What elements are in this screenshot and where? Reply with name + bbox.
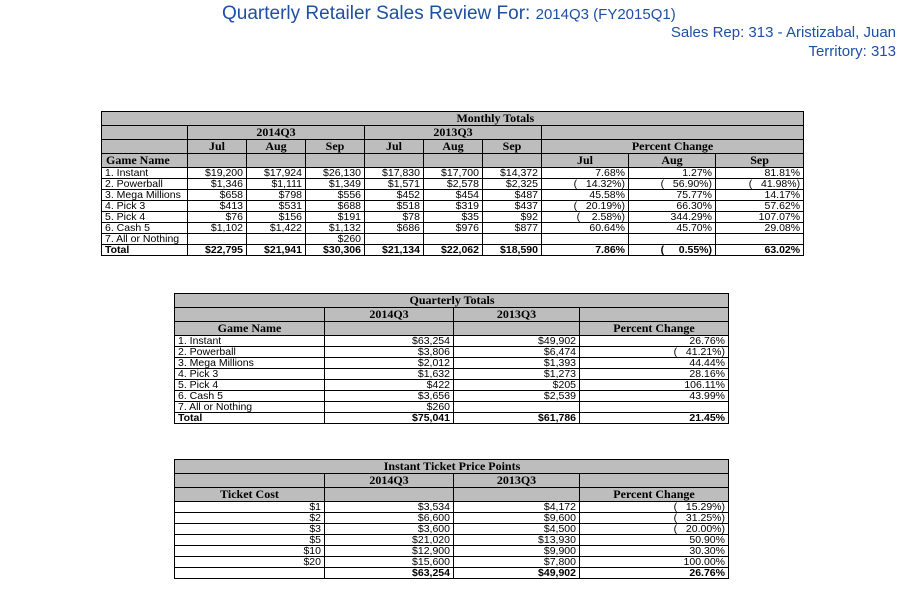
value-cell: $13,930 xyxy=(454,535,580,546)
game-name-cell: 1. Instant xyxy=(102,168,188,179)
quarterly-title: Quarterly Totals xyxy=(325,294,580,308)
value-cell: $26,130 xyxy=(306,168,365,179)
value-cell: $14,372 xyxy=(483,168,542,179)
table-row xyxy=(175,336,729,347)
game-name-cell: 2. Powerball xyxy=(175,347,325,358)
monthly-year-b: 2013Q3 xyxy=(365,126,542,140)
value-cell xyxy=(424,234,483,245)
game-name-cell: Total xyxy=(102,245,188,256)
total-row xyxy=(102,245,804,256)
table-row xyxy=(175,391,729,402)
ticket-cost-cell: $5 xyxy=(175,535,325,546)
table-row xyxy=(175,524,729,535)
quarterly-totals-body xyxy=(175,294,729,424)
total-row xyxy=(175,413,729,424)
percent-cell: ( 41.98%) xyxy=(716,179,804,190)
month-header: Jul xyxy=(188,140,247,154)
value-cell: $531 xyxy=(247,201,306,212)
value-cell xyxy=(247,234,306,245)
table-row xyxy=(102,190,804,201)
value-cell: $688 xyxy=(306,201,365,212)
value-cell: $17,830 xyxy=(365,168,424,179)
value-cell: $518 xyxy=(365,201,424,212)
game-name-cell: 4. Pick 3 xyxy=(102,201,188,212)
value-cell: $22,795 xyxy=(188,245,247,256)
ticket-cost-header: Ticket Cost xyxy=(175,488,325,502)
territory: Territory: 313 xyxy=(808,43,896,60)
percent-cell: 26.76% xyxy=(580,336,729,347)
value-cell: $1,102 xyxy=(188,223,247,234)
sales-rep: Sales Rep: 313 - Aristizabal, Juan xyxy=(670,24,896,41)
ticket-cost-cell: $1 xyxy=(175,502,325,513)
value-cell: $21,941 xyxy=(247,245,306,256)
percent-cell: 29.08% xyxy=(716,223,804,234)
value-cell: $92 xyxy=(483,212,542,223)
table-row xyxy=(102,179,804,190)
percent-cell: 107.07% xyxy=(716,212,804,223)
percent-cell: ( 14.32%) xyxy=(542,179,629,190)
instant-price-points-table xyxy=(174,459,729,579)
percent-cell: 30.30% xyxy=(580,546,729,557)
value-cell: $6,474 xyxy=(454,347,580,358)
month-header: Sep xyxy=(306,140,365,154)
month-header: Aug xyxy=(247,140,306,154)
value-cell: $422 xyxy=(325,380,454,391)
value-cell: $4,172 xyxy=(454,502,580,513)
report-title-main: Quarterly Retailer Sales Review For: xyxy=(222,3,531,24)
game-name-cell: 7. All or Nothing xyxy=(102,234,188,245)
percent-cell: ( 56.90%) xyxy=(629,179,716,190)
instant-price-points-body xyxy=(175,460,729,579)
game-name-cell: 5. Pick 4 xyxy=(175,380,325,391)
percent-cell: 1.27% xyxy=(629,168,716,179)
percent-cell: 7.68% xyxy=(542,168,629,179)
value-cell xyxy=(365,234,424,245)
percent-cell: 66.30% xyxy=(629,201,716,212)
percent-cell: 63.02% xyxy=(716,245,804,256)
value-cell: $19,200 xyxy=(188,168,247,179)
percent-cell: 45.70% xyxy=(629,223,716,234)
value-cell xyxy=(483,234,542,245)
percent-cell: ( 20.19%) xyxy=(542,201,629,212)
value-cell: $156 xyxy=(247,212,306,223)
percent-cell: ( 41.21%) xyxy=(580,347,729,358)
value-cell: $437 xyxy=(483,201,542,212)
percent-change-header: Percent Change xyxy=(580,322,729,336)
value-cell: $413 xyxy=(188,201,247,212)
value-cell: $2,325 xyxy=(483,179,542,190)
value-cell: $63,254 xyxy=(325,568,454,579)
value-cell: $3,534 xyxy=(325,502,454,513)
value-cell: $49,902 xyxy=(454,336,580,347)
value-cell: $798 xyxy=(247,190,306,201)
percent-change-header: Percent Change xyxy=(580,488,729,502)
value-cell: $877 xyxy=(483,223,542,234)
percent-cell: 81.81% xyxy=(716,168,804,179)
quarterly-totals-table xyxy=(174,293,729,424)
value-cell: $1,632 xyxy=(325,369,454,380)
percent-cell xyxy=(580,402,729,413)
value-cell: $205 xyxy=(454,380,580,391)
percent-cell xyxy=(629,234,716,245)
value-cell: $1,111 xyxy=(247,179,306,190)
value-cell: $35 xyxy=(424,212,483,223)
instant-year-b: 2013Q3 xyxy=(454,474,580,488)
table-row xyxy=(175,402,729,413)
table-row xyxy=(175,557,729,568)
value-cell: $12,900 xyxy=(325,546,454,557)
percent-cell: ( 31.25%) xyxy=(580,513,729,524)
table-row xyxy=(175,546,729,557)
game-name-header: Game Name xyxy=(102,154,188,168)
instant-title: Instant Ticket Price Points xyxy=(325,460,580,474)
value-cell: $30,306 xyxy=(306,245,365,256)
table-row xyxy=(102,223,804,234)
value-cell: $17,924 xyxy=(247,168,306,179)
table-row xyxy=(102,212,804,223)
value-cell: $487 xyxy=(483,190,542,201)
game-name-cell: 1. Instant xyxy=(175,336,325,347)
value-cell: $22,062 xyxy=(424,245,483,256)
instant-year-a: 2014Q3 xyxy=(325,474,454,488)
game-name-cell: 3. Mega Millions xyxy=(175,358,325,369)
percent-cell: 43.99% xyxy=(580,391,729,402)
month-header: Aug xyxy=(629,154,716,168)
table-row xyxy=(175,380,729,391)
value-cell: $1,132 xyxy=(306,223,365,234)
game-name-cell: 6. Cash 5 xyxy=(102,223,188,234)
game-name-cell: 3. Mega Millions xyxy=(102,190,188,201)
month-header: Aug xyxy=(424,140,483,154)
value-cell: $4,500 xyxy=(454,524,580,535)
table-row xyxy=(102,234,804,245)
percent-cell: 7.86% xyxy=(542,245,629,256)
value-cell: $260 xyxy=(325,402,454,413)
month-header: Jul xyxy=(542,154,629,168)
value-cell: $61,786 xyxy=(454,413,580,424)
value-cell: $21,134 xyxy=(365,245,424,256)
value-cell: $1,422 xyxy=(247,223,306,234)
value-cell: $6,600 xyxy=(325,513,454,524)
percent-cell: 50.90% xyxy=(580,535,729,546)
value-cell: $63,254 xyxy=(325,336,454,347)
table-row xyxy=(175,369,729,380)
percent-cell: ( 0.55%) xyxy=(629,245,716,256)
value-cell xyxy=(454,402,580,413)
value-cell: $2,578 xyxy=(424,179,483,190)
percent-cell: ( 15.29%) xyxy=(580,502,729,513)
percent-change-header: Percent Change xyxy=(542,140,804,154)
value-cell: $452 xyxy=(365,190,424,201)
value-cell: $9,600 xyxy=(454,513,580,524)
value-cell: $15,600 xyxy=(325,557,454,568)
value-cell: $3,656 xyxy=(325,391,454,402)
value-cell: $1,273 xyxy=(454,369,580,380)
quarterly-year-a: 2014Q3 xyxy=(325,308,454,322)
monthly-title: Monthly Totals xyxy=(188,112,804,126)
value-cell: $191 xyxy=(306,212,365,223)
monthly-totals-table xyxy=(101,111,804,256)
value-cell xyxy=(188,234,247,245)
value-cell: $260 xyxy=(306,234,365,245)
percent-cell: 75.77% xyxy=(629,190,716,201)
value-cell: $18,590 xyxy=(483,245,542,256)
table-row xyxy=(175,347,729,358)
percent-cell: ( 20.00%) xyxy=(580,524,729,535)
value-cell: $17,700 xyxy=(424,168,483,179)
percent-cell: 44.44% xyxy=(580,358,729,369)
value-cell: $976 xyxy=(424,223,483,234)
percent-cell: 106.11% xyxy=(580,380,729,391)
value-cell: $7,800 xyxy=(454,557,580,568)
value-cell: $2,012 xyxy=(325,358,454,369)
month-header: Jul xyxy=(365,140,424,154)
value-cell: $78 xyxy=(365,212,424,223)
value-cell: $3,600 xyxy=(325,524,454,535)
game-name-header: Game Name xyxy=(175,322,325,336)
percent-cell xyxy=(716,234,804,245)
percent-cell xyxy=(542,234,629,245)
ticket-cost-cell: $3 xyxy=(175,524,325,535)
report-title xyxy=(222,3,676,25)
ticket-cost-cell: $2 xyxy=(175,513,325,524)
value-cell: $3,806 xyxy=(325,347,454,358)
table-row xyxy=(102,201,804,212)
value-cell: $1,349 xyxy=(306,179,365,190)
value-cell: $1,346 xyxy=(188,179,247,190)
value-cell: $454 xyxy=(424,190,483,201)
percent-cell: 21.45% xyxy=(580,413,729,424)
monthly-year-a: 2014Q3 xyxy=(188,126,365,140)
total-row xyxy=(175,568,729,579)
value-cell: $76 xyxy=(188,212,247,223)
game-name-cell: Total xyxy=(175,413,325,424)
value-cell: $319 xyxy=(424,201,483,212)
percent-cell: 26.76% xyxy=(580,568,729,579)
value-cell: $686 xyxy=(365,223,424,234)
monthly-totals-body xyxy=(102,112,804,256)
game-name-cell: 2. Powerball xyxy=(102,179,188,190)
percent-cell: 45.58% xyxy=(542,190,629,201)
table-row xyxy=(102,168,804,179)
percent-cell: ( 2.58%) xyxy=(542,212,629,223)
percent-cell: 344.29% xyxy=(629,212,716,223)
table-row xyxy=(175,358,729,369)
value-cell: $556 xyxy=(306,190,365,201)
value-cell: $49,902 xyxy=(454,568,580,579)
percent-cell: 14.17% xyxy=(716,190,804,201)
ticket-cost-cell: $10 xyxy=(175,546,325,557)
percent-cell: 57.62% xyxy=(716,201,804,212)
value-cell: $9,900 xyxy=(454,546,580,557)
ticket-cost-cell: $20 xyxy=(175,557,325,568)
percent-cell: 100.00% xyxy=(580,557,729,568)
table-row xyxy=(175,535,729,546)
value-cell: $1,571 xyxy=(365,179,424,190)
table-row xyxy=(175,502,729,513)
value-cell: $21,020 xyxy=(325,535,454,546)
report-period: 2014Q3 (FY2015Q1) xyxy=(535,6,676,23)
value-cell: $1,393 xyxy=(454,358,580,369)
month-header: Sep xyxy=(483,140,542,154)
game-name-cell: 5. Pick 4 xyxy=(102,212,188,223)
blank-cell xyxy=(175,568,325,579)
month-header: Sep xyxy=(716,154,804,168)
quarterly-year-b: 2013Q3 xyxy=(454,308,580,322)
percent-cell: 28.16% xyxy=(580,369,729,380)
game-name-cell: 6. Cash 5 xyxy=(175,391,325,402)
game-name-cell: 4. Pick 3 xyxy=(175,369,325,380)
value-cell: $658 xyxy=(188,190,247,201)
game-name-cell: 7. All or Nothing xyxy=(175,402,325,413)
value-cell: $75,041 xyxy=(325,413,454,424)
value-cell: $2,539 xyxy=(454,391,580,402)
table-row xyxy=(175,513,729,524)
percent-cell: 60.64% xyxy=(542,223,629,234)
